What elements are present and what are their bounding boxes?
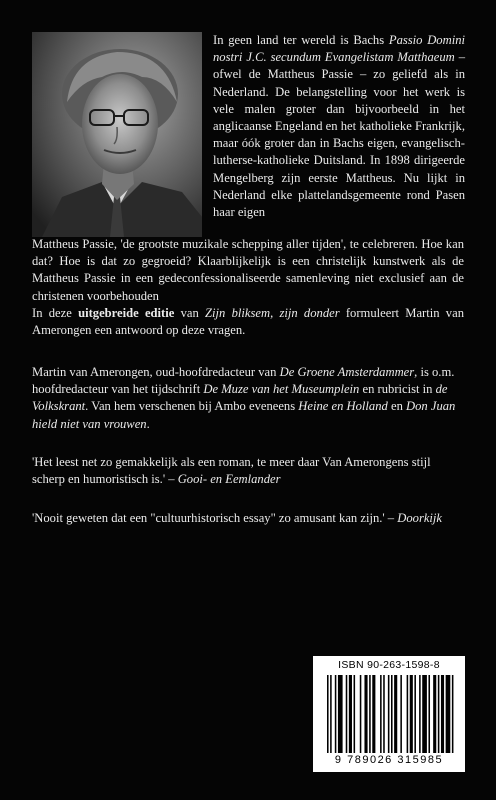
author-bio [32, 364, 464, 433]
bio-title-2: De Muze van het Museumplein [203, 382, 360, 397]
intro-text-continued: – ofwel de Mattheus Passie – zo geliefd als in Nederland. De belangstelling voor het werk is vele malen groter dan bijvoorbeeld in het anglicaanse Engeland en het katholieke Frankrijk, maar óók groter dan in Bachs eigen, evangelisch-lutherse-katholieke Duitsland. In 1898 dirigeerde Mengelberg zijn eerste Mattheus. Nu lijkt in Nederland elke plattelandsgemeente rond Pasen haar eigen [213, 50, 465, 220]
review-quote-2 [32, 510, 464, 527]
bio-text-3: en rubricist in [359, 382, 436, 397]
bio-text-2: , is o.m. hoofdredacteur van het tijdschrift [32, 365, 455, 397]
passion-title: Passio Domini nostri J.C. secundum Evangelistam Matthaeum [213, 33, 465, 65]
bio-text-1: Martin van Amerongen, oud-hoofdredacteur van [32, 365, 280, 379]
quote-text: 'Het leest net zo gemakkelijk als een roman, te meer daar Van Amerongens stijl scherp en humoristisch is.' – [32, 455, 431, 487]
quote-source: Gooi- en Eemlander [177, 472, 281, 487]
quote-source: Doorkijk [397, 511, 443, 525]
bio-title-5: Don Juan hield niet van vrouwen [32, 399, 456, 431]
ean-number: 9 789026 315985 [334, 754, 444, 766]
intro-text-wide [32, 236, 464, 339]
quote-paragraph [32, 454, 464, 488]
bio-title-3: de Volkskrant [32, 382, 448, 414]
edition-text-3: formuleert Martin van Amerongen een antwoord op deze vragen. [32, 305, 464, 338]
intro-paragraph-continued [32, 236, 464, 305]
edition-highlight: uitgebreide editie [78, 305, 175, 320]
bio-text-4: . Van hem verschenen bij Ambo eveneens [85, 399, 299, 414]
quote-text: 'Nooit geweten dat een "cultuurhistorisch essay" zo amusant kan zijn.' – [32, 511, 398, 525]
review-quote-1 [32, 454, 464, 488]
barcode-icon [327, 675, 455, 753]
barcode-label [313, 656, 465, 772]
intro-text: In geen land ter wereld is Bachs [213, 33, 389, 47]
edition-paragraph [32, 305, 464, 339]
quote-paragraph [32, 510, 464, 527]
book-title: Zijn bliksem, zijn donder [205, 305, 340, 320]
bio-text-6: . [146, 416, 150, 431]
intro-text-end: Mattheus Passie, 'de grootste muzikale schepping aller tijden', te celebreren. Hoe kan dat? Hoe is dat zo gegroeid? Klaarblijkelijk is een christelijk kunstwerk als de Mattheus Passie in een gedeconfessionaliseerde samenleving niet exclusief aan de christenen voorbehouden [32, 237, 464, 303]
bio-paragraph [32, 364, 464, 433]
intro-text-narrow [213, 32, 465, 221]
edition-text: In deze [32, 305, 79, 320]
bio-text-5: en [387, 399, 407, 414]
isbn-number: ISBN 90-263-1598-8 [338, 659, 440, 671]
bio-title-1: De Groene Amsterdammer [279, 365, 415, 379]
author-portrait [32, 32, 202, 237]
edition-text-2: van [174, 305, 206, 320]
intro-paragraph [213, 32, 465, 221]
bio-title-4: Heine en Holland [298, 399, 388, 414]
